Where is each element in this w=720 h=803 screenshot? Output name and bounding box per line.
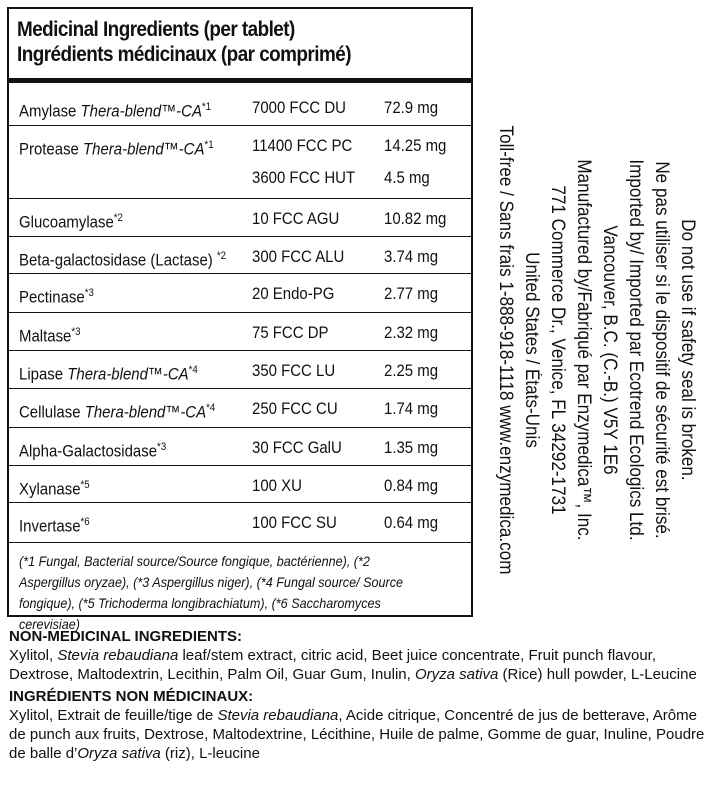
ingredient-name: Invertase$^{*6}$ (19, 516, 90, 536)
ingredient-potency: 7000 FCC DU (252, 98, 346, 117)
ingredient-name: Amylase Thera-blend™-CA$^{*1}$ (19, 101, 212, 121)
ingredient-row (9, 199, 471, 237)
ingredient-row (9, 313, 471, 351)
importer-line: Vancouver, B.C. (C.-B.) V5Y 1E6 (599, 225, 620, 475)
ingredient-amount: 1.35 mg (384, 438, 439, 457)
ingredient-row (9, 88, 471, 126)
ingredient-potency: 75 FCC DP (252, 323, 329, 342)
ingredient-amount: 10.82 mg (384, 209, 447, 228)
importer-line: United States / États-Unis (521, 252, 542, 448)
importer-info (495, 70, 700, 630)
importer-line: Ne pas utiliser si le dispositif de sécurité est brisé. (651, 161, 672, 539)
ingredient-name: Alpha-Galactosidase$^{*3}$ (19, 441, 167, 461)
ingredient-potency: 250 FCC CU (252, 399, 338, 418)
non-medicinal-ingredients (9, 627, 709, 763)
ingredient-row (9, 503, 471, 543)
ingredient-row (9, 237, 471, 274)
ingredient-amount: 2.25 mg (384, 361, 439, 380)
ingredient-amount: 1.74 mg (384, 399, 439, 418)
ingredient-potency: 10 FCC AGU (252, 209, 340, 228)
ingredient-amount: 0.84 mg (384, 476, 439, 495)
header-french: Ingrédients médicinaux (par comprimé) (17, 43, 351, 66)
medicinal-ingredients-panel (7, 7, 473, 632)
ingredient-potency: 100 FCC SU (252, 513, 337, 532)
importer-line: Imported by/ Imported par Ecotrend Ecologics Ltd. (625, 159, 646, 541)
importer-line: 771 Commerce Dr., Venice, FL 34292-1731 (547, 185, 568, 515)
ingredient-name: Cellulase Thera-blend™-CA$^{*4}$ (19, 402, 216, 422)
ingredient-amount: 14.25 mg (384, 136, 447, 155)
ingredient-name: Beta-galactosidase (Lactase) $^{*2}$ (19, 250, 227, 270)
ingredient-amount: 72.9 mg (384, 98, 439, 117)
ingredient-potency: 20 Endo-PG (252, 284, 335, 303)
ingredient-amount: 0.64 mg (384, 513, 439, 532)
ingredient-name: Protease Thera-blend™-CA$^{*1}$ (19, 139, 214, 159)
importer-line: Toll-free / Sans frais 1-888-918-1118 www.enzymedica.com (495, 125, 516, 575)
ingredient-amount: 2.77 mg (384, 284, 439, 303)
ingredient-potency: 350 FCC LU (252, 361, 336, 380)
ingredient-name: Lipase Thera-blend™-CA$^{*4}$ (19, 364, 198, 384)
ingredient-amount: 3.74 mg (384, 247, 439, 266)
ingredient-row (9, 126, 471, 199)
importer-line: Manufactured by/Fabriqué par Enzymedica™, Inc. (573, 159, 594, 541)
nonmed-title-en: NON-MEDICINAL INGREDIENTS: (9, 628, 243, 645)
ingredient-potency: 100 XU (252, 476, 302, 495)
ingredient-potency: 11400 FCC PC (252, 136, 353, 155)
ingredient-name: Pectinase$^{*3}$ (19, 287, 94, 307)
ingredient-name: Glucoamylase$^{*2}$ (19, 212, 123, 232)
ingredient-row (9, 428, 471, 466)
ingredient-row (9, 466, 471, 503)
ingredient-row (9, 389, 471, 428)
ingredient-row (9, 351, 471, 389)
source-footnote: (*1 Fungal, Bacterial source/Source fongique, bactérienne), (*2 Aspergillus oryzae), (*3 Aspergillus niger), (*4 Fungal source/ Source fongique), (*5 Trichoderma longibrachiatum), (*6 Saccharomyces cerevisiae) (19, 553, 404, 632)
nonmed-list-fr: Xylitol, Extrait de feuille/tige de Stevia rebaudiana, Acide citrique, Concentré de jus de betterave, Arôme de punch aux fruits, Dextrose, Maltodextrine, Lécithine, Huile de palme, Gomme de guar, Inuline, Poudre de balle d’Oryza sativa (riz), L-leucine (9, 707, 705, 762)
nonmed-title-fr: INGRÉDIENTS NON MÉDICINAUX: (9, 688, 254, 705)
importer-line: Do not use if safety seal is broken. (677, 219, 698, 481)
nonmed-list-en: Xylitol, Stevia rebaudiana leaf/stem extract, citric acid, Beet juice concentrate, Fruit punch flavour, Dextrose, Maltodextrin, Lecithin, Palm Oil, Guar Gum, Inulin, Oryza sativa (Rice) hull powder, L-Leucine (9, 647, 697, 683)
ingredient-amount: 4.5 mg (384, 168, 430, 187)
header-rule (9, 78, 471, 83)
ingredient-potency: 300 FCC ALU (252, 247, 345, 266)
ingredient-amount: 2.32 mg (384, 323, 439, 342)
ingredient-potency: 30 FCC GalU (252, 438, 342, 457)
panel-header (17, 17, 351, 67)
ingredient-name: Xylanase$^{*5}$ (19, 479, 90, 499)
ingredient-row (9, 274, 471, 313)
ingredient-name: Maltase$^{*3}$ (19, 326, 81, 346)
ingredient-potency: 3600 FCC HUT (252, 168, 356, 187)
header-english: Medicinal Ingredients (per tablet) (17, 18, 295, 41)
